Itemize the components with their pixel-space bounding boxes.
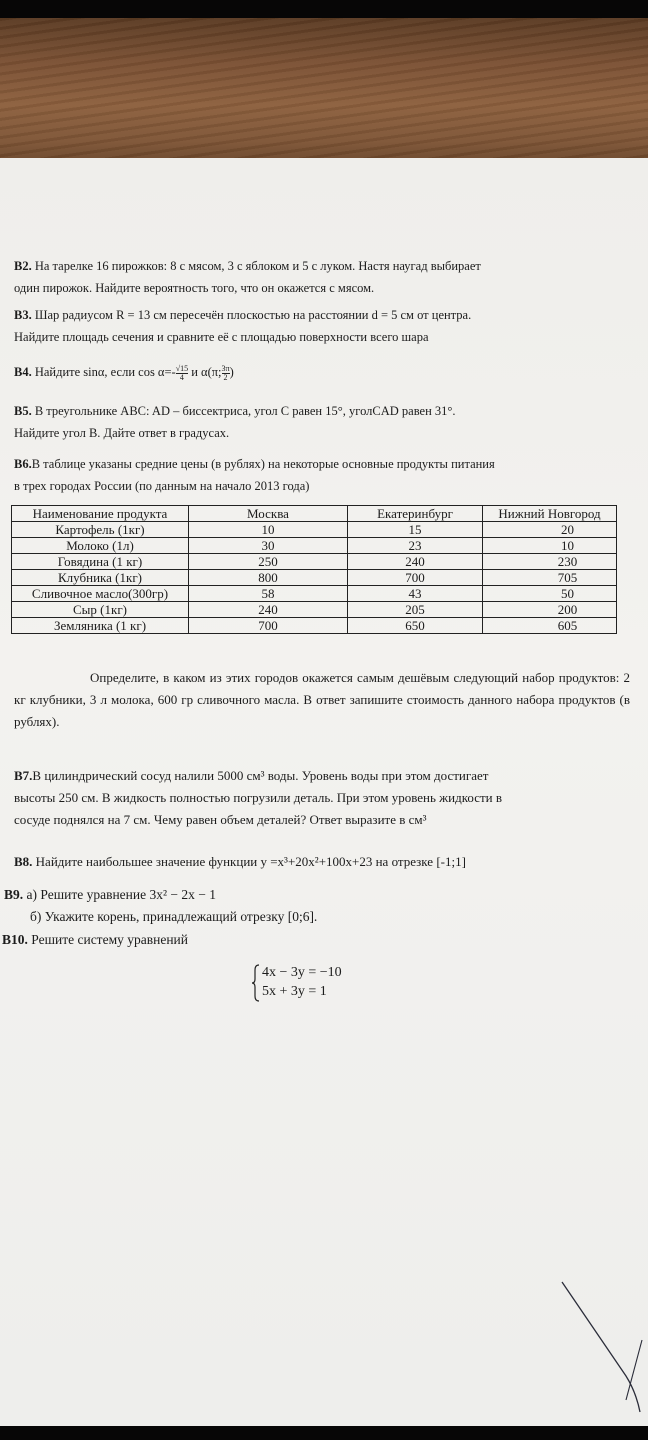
- table-cell: 700: [348, 570, 483, 586]
- task-text: В треугольнике ABC: AD – биссектриса, угол C равен 15°, уголCAD равен 31°.: [34, 404, 456, 418]
- column-header: Наименование продукта: [12, 506, 189, 522]
- task-b9: [4, 884, 620, 928]
- table-row: [12, 522, 617, 538]
- top-black-bar: [0, 0, 648, 18]
- table-cell: Говядина (1 кг): [12, 554, 189, 570]
- table-row: [12, 570, 617, 586]
- task-b8: [14, 851, 630, 873]
- table-cell: 50: [483, 586, 617, 602]
- table-cell: 250: [189, 554, 348, 570]
- task-b6-question: Определите, в каком из этих городов окажется самым дешёвым следующий набор продуктов: 2 кг клубники, 3 л молока, 600 гр сливочного масла. В ответ запишите стоимость данного набора продуктов (в рублях).: [14, 670, 630, 729]
- table-cell: Земляника (1 кг): [12, 618, 189, 634]
- equation-2: 5x + 3y = 1: [262, 984, 327, 999]
- task-b3: [14, 304, 630, 348]
- task-text: В таблице указаны средние цены (в рублях) на некоторые основные продукты питания: [31, 457, 495, 471]
- table-cell: Сливочное масло(300гр): [12, 586, 189, 602]
- task-text: Найдите угол B. Дайте ответ в градусах.: [14, 426, 230, 440]
- task-label: B8.: [14, 854, 33, 869]
- equation-system: [254, 963, 342, 1001]
- table-cell: 43: [348, 586, 483, 602]
- table-cell: 205: [348, 602, 483, 618]
- column-header: Нижний Новгород: [483, 506, 617, 522]
- task-text: Найдите площадь сечения и сравните её с площадью поверхности всего шара: [14, 330, 429, 344]
- task-label: B6.: [14, 457, 32, 471]
- table-cell: 230: [483, 554, 617, 570]
- table-cell: Молоко (1л): [12, 538, 189, 554]
- prices-table: [11, 505, 617, 634]
- numerator: √15: [175, 363, 189, 373]
- table-cell: 20: [483, 522, 617, 538]
- column-header: Екатеринбург: [348, 506, 483, 522]
- task-label: B4.: [14, 365, 32, 379]
- table-cell: 705: [483, 570, 617, 586]
- table-cell: 10: [483, 538, 617, 554]
- task-text: а) Решите уравнение 3x² − 2x − 1: [26, 887, 217, 902]
- table-cell: 30: [189, 538, 348, 554]
- table-header-row: [12, 506, 617, 522]
- table-row: [12, 602, 617, 618]
- table-cell: Сыр (1кг): [12, 602, 189, 618]
- table-cell: Клубника (1кг): [12, 570, 189, 586]
- column-header: Москва: [189, 506, 348, 522]
- table-cell: 800: [189, 570, 348, 586]
- task-b2: [14, 255, 630, 299]
- task-text: В цилиндрический сосуд налили 5000 см³ воды. Уровень воды при этом достигает: [32, 768, 489, 783]
- table-cell: 605: [483, 618, 617, 634]
- equation-1: 4x − 3y = −10: [262, 965, 342, 980]
- task-text: На тарелке 16 пирожков: 8 с мясом, 3 с яблоком и 5 с луком. Настя наугад выбирает: [34, 259, 481, 273]
- minus-sign: -: [171, 365, 176, 379]
- task-text: высоты 250 см. В жидкость полностью погрузили деталь. При этом уровень жидкости в: [14, 790, 503, 805]
- task-b10: [2, 929, 618, 951]
- pen-stroke-mark: [560, 1280, 648, 1420]
- task-label: B5.: [14, 404, 32, 418]
- table-cell: 650: [348, 618, 483, 634]
- task-text: Решите систему уравнений: [31, 932, 188, 947]
- table-cell: 200: [483, 602, 617, 618]
- task-label: B9.: [4, 887, 24, 902]
- table-cell: Картофель (1кг): [12, 522, 189, 538]
- table-row: [12, 618, 617, 634]
- task-label: B3.: [14, 308, 32, 322]
- task-text: Найдите наибольшее значение функции y =x³+20x²+100x+23 на отрезке [-1;1]: [35, 854, 466, 869]
- task-label: B10.: [2, 932, 28, 947]
- task-label: B7.: [14, 768, 33, 783]
- denominator: 2: [223, 372, 228, 382]
- fraction-sqrt15-over-4: [176, 365, 188, 382]
- task-label: B2.: [14, 259, 32, 273]
- task-text: в трех городах России (по данным на начало 2013 года): [14, 479, 310, 493]
- curly-brace-icon: [252, 964, 260, 1002]
- table-cell: 15: [348, 522, 483, 538]
- table-cell: 23: [348, 538, 483, 554]
- table-cell: 700: [189, 618, 348, 634]
- task-text: Шар радиусом R = 13 см пересечён плоскостью на расстоянии d = 5 см от центра.: [34, 308, 472, 322]
- task-text: один пирожок. Найдите вероятность того, что он окажется с мясом.: [14, 281, 375, 295]
- wooden-table-background: [0, 18, 648, 163]
- task-b4: [14, 360, 630, 384]
- task-b7: [14, 765, 630, 831]
- table-row: [12, 554, 617, 570]
- numerator: 3π: [221, 363, 230, 373]
- table-cell: 240: [189, 602, 348, 618]
- table-cell: 58: [189, 586, 348, 602]
- close-paren: ): [229, 365, 234, 379]
- table-row: [12, 538, 617, 554]
- bottom-black-bar: [0, 1426, 648, 1440]
- task-b5: [14, 400, 630, 444]
- denominator: 4: [179, 372, 184, 382]
- task-text: Найдите sinα, если cos α=: [34, 365, 172, 379]
- table-row: [12, 586, 617, 602]
- task-text: б) Укажите корень, принадлежащий отрезку [0;6].: [30, 909, 318, 924]
- interval-text: и α(π;: [191, 365, 222, 379]
- task-text: сосуде поднялся на 7 см. Чему равен объем деталей? Ответ выразите в см³: [14, 812, 427, 827]
- table-cell: 10: [189, 522, 348, 538]
- table-cell: 240: [348, 554, 483, 570]
- fraction-3pi-over-2: [222, 365, 230, 382]
- task-b6: [14, 453, 630, 497]
